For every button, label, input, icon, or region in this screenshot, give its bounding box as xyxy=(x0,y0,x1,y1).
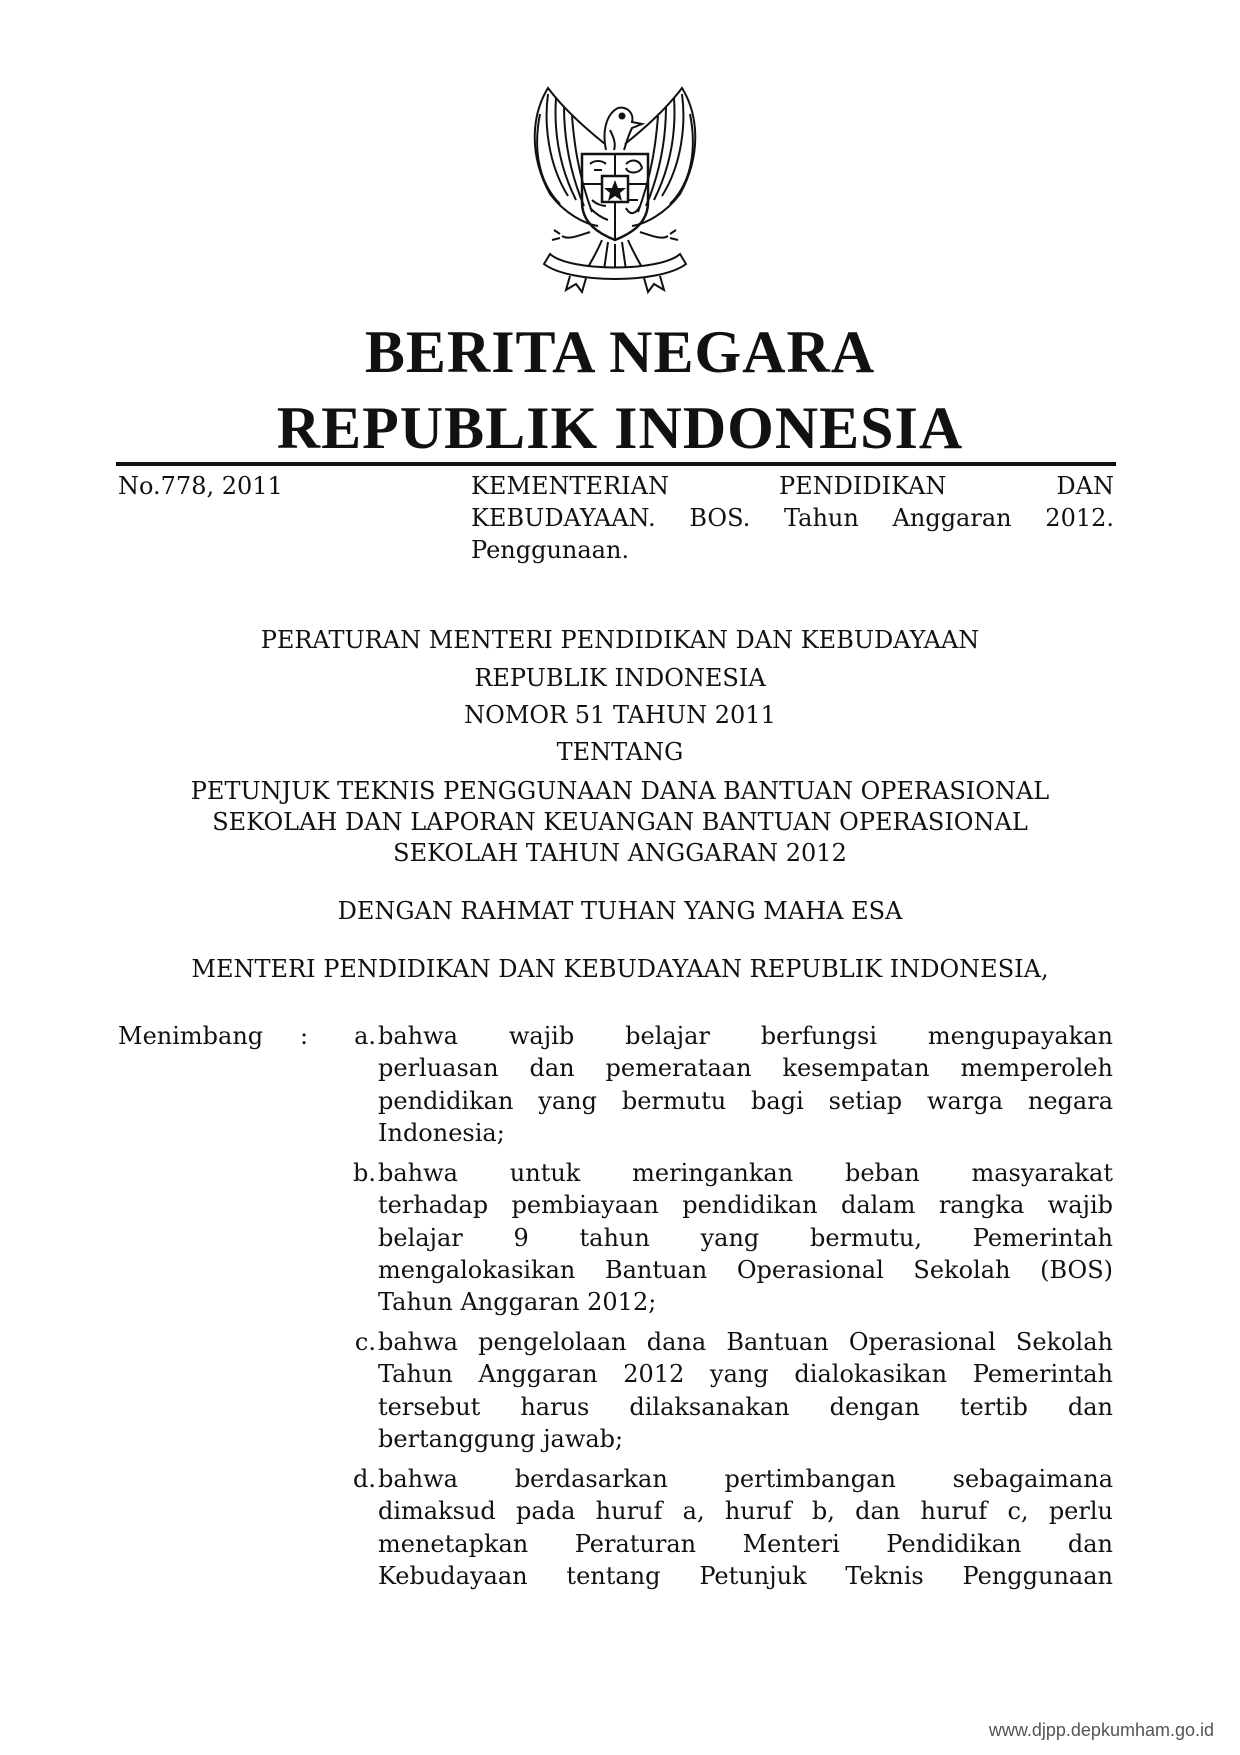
item-line: dimaksud pada huruf a, huruf b, dan huruf c, perlu xyxy=(378,1497,1113,1526)
minister-title: MENTERI PENDIDIKAN DAN KEBUDAYAAN REPUBLIK INDONESIA, xyxy=(191,955,1049,983)
item-line: Indonesia; xyxy=(378,1118,505,1147)
gazette-subject xyxy=(471,470,1114,566)
subject-line: Penggunaan. xyxy=(471,536,630,564)
considerations-label: Menimbang xyxy=(118,1022,264,1050)
item-line: pendidikan yang bermutu bagi setiap warga negara xyxy=(378,1086,1113,1115)
regulation-number: NOMOR 51 TAHUN 2011 xyxy=(464,701,776,729)
header-divider xyxy=(116,462,1116,466)
consideration-item-d xyxy=(378,1463,1113,1592)
item-line: Tahun Anggaran 2012 yang dialokasikan Pemerintah xyxy=(378,1360,1113,1389)
item-line: belajar 9 tahun yang bermutu, Pemerintah xyxy=(378,1223,1113,1252)
item-line: bertanggung jawab; xyxy=(378,1424,624,1453)
item-letter-c: c. xyxy=(354,1328,376,1356)
regulation-heading: PERATURAN MENTERI PENDIDIKAN DAN KEBUDAYAAN xyxy=(260,626,980,654)
item-line: perluasan dan pemerataan kesempatan memperoleh xyxy=(378,1054,1113,1083)
item-line: bahwa untuk meringankan beban masyarakat xyxy=(378,1159,1113,1187)
title-line: SEKOLAH TAHUN ANGGARAN 2012 xyxy=(393,839,847,867)
regulation-title xyxy=(0,776,1240,869)
item-line: bahwa berdasarkan pertimbangan sebagaimana xyxy=(378,1465,1113,1493)
gazette-number: No.778, 2011 xyxy=(118,472,283,500)
masthead-subtitle: REPUBLIK INDONESIA xyxy=(276,395,964,461)
item-line: Kebudayaan tentang Petunjuk Teknis Penggunaan xyxy=(378,1561,1113,1590)
item-line: tersebut harus dilaksanakan dengan tertib dan xyxy=(378,1392,1113,1421)
subject-line: KEBUDAYAAN. BOS. Tahun Anggaran 2012. xyxy=(471,504,1114,532)
item-line: Tahun Anggaran 2012; xyxy=(378,1288,657,1317)
considerations-colon: : xyxy=(300,1022,309,1050)
subject-line: KEMENTERIAN PENDIDIKAN DAN xyxy=(471,472,1114,500)
regulation-country: REPUBLIK INDONESIA xyxy=(474,664,766,692)
invocation: DENGAN RAHMAT TUHAN YANG MAHA ESA xyxy=(337,897,903,925)
title-line: SEKOLAH DAN LAPORAN KEUANGAN BANTUAN OPERASIONAL xyxy=(212,808,1028,836)
item-line: mengalokasikan Bantuan Operasional Sekolah (BOS) xyxy=(378,1255,1113,1284)
item-line: menetapkan Peraturan Menteri Pendidikan dan xyxy=(378,1529,1113,1558)
title-line: PETUNJUK TEKNIS PENGGUNAAN DANA BANTUAN OPERASIONAL xyxy=(190,777,1050,805)
item-line: terhadap pembiayaan pendidikan dalam rangka wajib xyxy=(378,1191,1113,1220)
consideration-item-b xyxy=(378,1157,1113,1318)
item-line: bahwa pengelolaan dana Bantuan Operasional Sekolah xyxy=(378,1328,1113,1356)
footer-url: www.djpp.depkumham.go.id xyxy=(988,1720,1214,1740)
regulation-about: TENTANG xyxy=(556,738,684,766)
item-letter-b: b. xyxy=(353,1159,376,1187)
item-letter-a: a. xyxy=(354,1022,376,1050)
item-letter-d: d. xyxy=(353,1465,376,1493)
masthead-title: BERITA NEGARA xyxy=(364,319,876,385)
consideration-item-c xyxy=(378,1326,1113,1455)
item-line: bahwa wajib belajar berfungsi mengupayakan xyxy=(378,1022,1113,1050)
consideration-item-a xyxy=(378,1020,1113,1149)
garuda-pancasila-emblem-icon xyxy=(510,84,720,296)
